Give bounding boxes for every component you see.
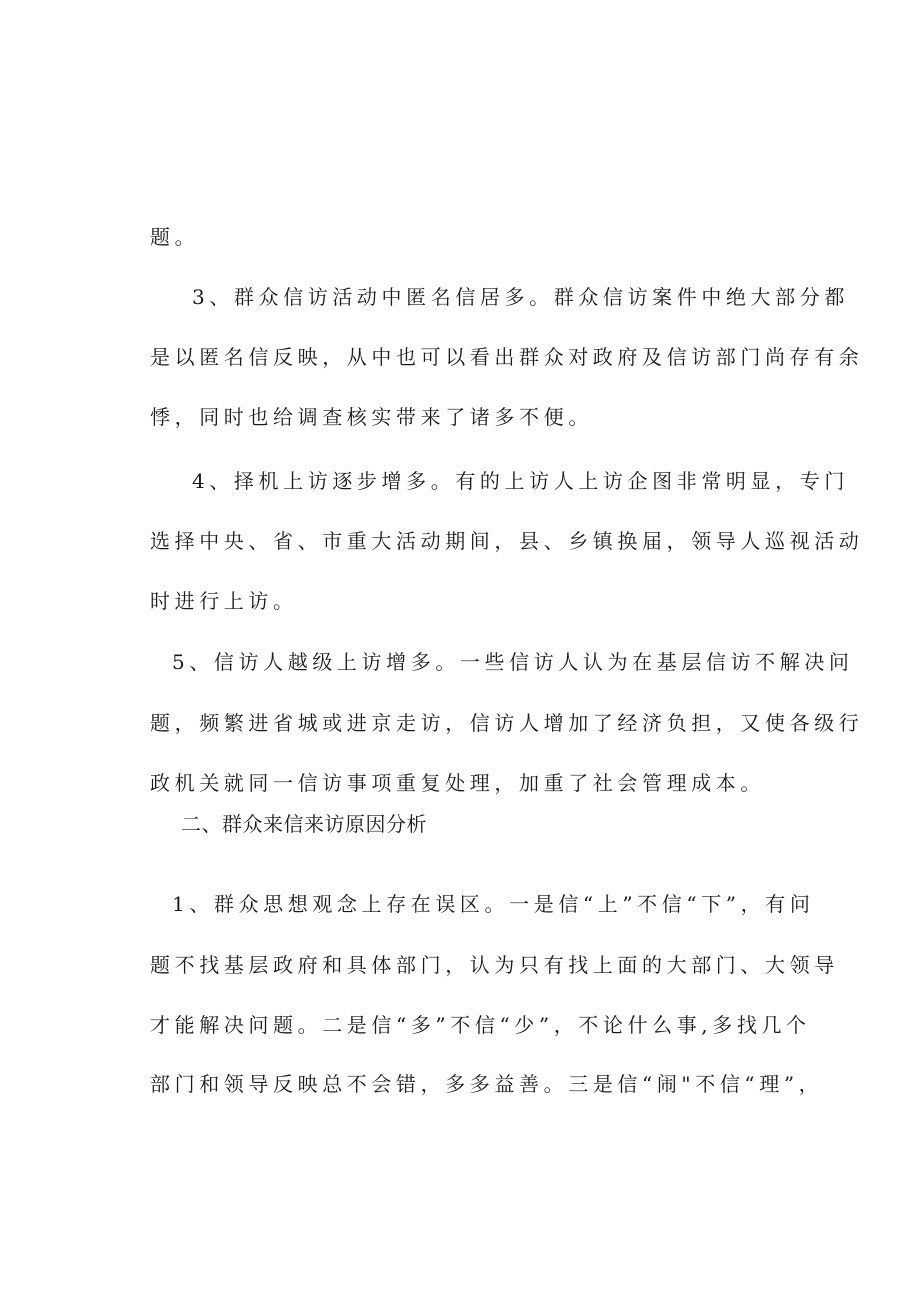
paragraph-line: 题。 <box>150 225 200 249</box>
paragraph-line: 悸，同时也给调查核实带来了诸多不便。 <box>150 405 593 429</box>
paragraph-line: 部门和领导反映总不会错，多多益善。三是信“闹"不信“理”， <box>150 1072 824 1096</box>
paragraph-line: 题，频繁进省城或进京走访，信访人增加了经济负担，又使各级行 <box>150 711 864 735</box>
paragraph-line: 3、群众信访活动中匿名信居多。群众信访案件中绝大部分都 <box>192 285 849 309</box>
paragraph-line: 1、群众思想观念上存在误区。一是信“上”不信“下”，有问 <box>172 892 815 916</box>
paragraph-line: 选择中央、省、市重大活动期间，县、乡镇换届，领导人巡视活动 <box>150 529 864 553</box>
paragraph-line: 题不找基层政府和具体部门，认为只有找上面的大部门、大领导 <box>150 953 839 977</box>
paragraph-line: 是以匿名信反映，从中也可以看出群众对政府及信访部门尚存有余 <box>150 345 864 369</box>
paragraph-line: 4、择机上访逐步增多。有的上访人上访企图非常明显，专门 <box>192 469 849 493</box>
paragraph-line: 时进行上访。 <box>150 589 298 613</box>
paragraph-line: 才能解决问题。二是信“多”不信“少”，不论什么事,多找几个 <box>150 1013 811 1037</box>
section-heading: 二、群众来信来访原因分析 <box>181 812 427 836</box>
paragraph-line: 政机关就同一信访事项重复处理，加重了社会管理成本。 <box>150 771 765 795</box>
paragraph-line: 5、信访人越级上访增多。一些信访人认为在基层信访不解决问 <box>172 650 854 674</box>
